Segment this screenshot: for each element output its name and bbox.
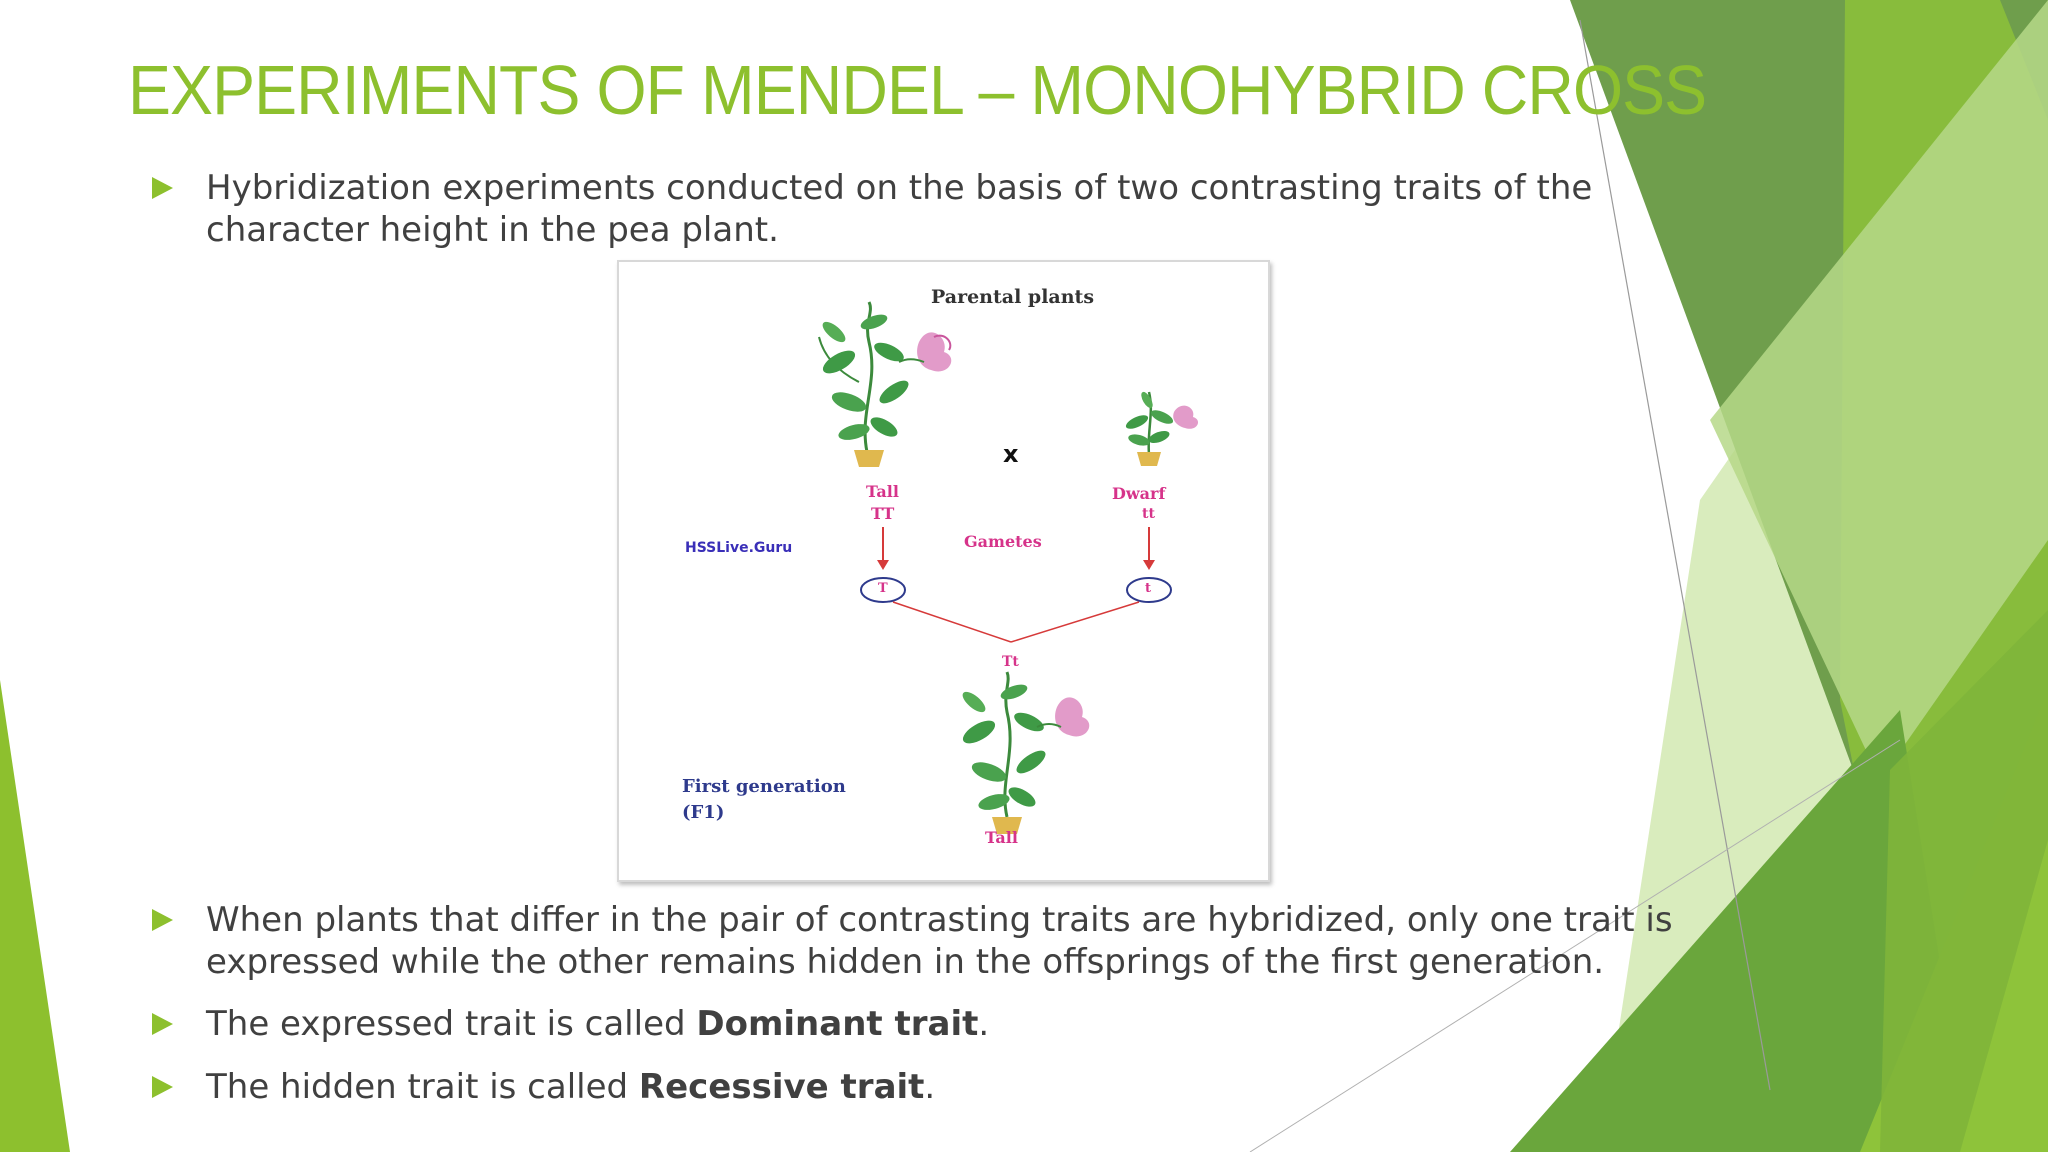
- bullet-text: [206, 899, 1673, 983]
- gametes-label: Gametes: [964, 532, 1042, 551]
- bullet-item: [152, 167, 1592, 251]
- bullet-text-prefix: The expressed trait is called: [206, 1004, 697, 1044]
- monohybrid-cross-diagram: [617, 260, 1270, 882]
- bullet-arrow-icon: [152, 177, 173, 199]
- bullet-text: [206, 167, 1592, 251]
- dwarf-genotype-label: tt: [1142, 506, 1155, 522]
- first-generation-label: First generation: [682, 776, 846, 797]
- bullet-item: [152, 1003, 989, 1045]
- offspring-label: Tall: [985, 828, 1018, 847]
- dominant-trait-term: Dominant trait: [696, 1004, 979, 1044]
- bullet-arrow-icon: [152, 1013, 173, 1035]
- bullet-line: character height in the pea plant.: [206, 210, 779, 250]
- tall-parent-label: Tall: [866, 482, 899, 501]
- bullet-arrow-icon: [152, 909, 173, 931]
- bullet-item: [152, 1066, 935, 1108]
- bullet-text: [206, 1066, 935, 1108]
- watermark-text: HSSLive.Guru: [685, 540, 793, 556]
- dwarf-parent-label: Dwarf: [1112, 484, 1166, 503]
- f1-label: (F1): [682, 802, 725, 823]
- tall-pea-plant-icon: [819, 302, 951, 467]
- tall-genotype-label: TT: [871, 504, 895, 523]
- offspring-genotype-label: Tt: [1002, 654, 1019, 670]
- bullet-line: When plants that differ in the pair of contrasting traits are hybridized, only one trait is: [206, 900, 1673, 940]
- bullet-line: Hybridization experiments conducted on the basis of two contrasting traits of the: [206, 168, 1593, 208]
- bullet-text: [206, 1003, 989, 1045]
- bullet-item: [152, 899, 1673, 983]
- bullet-line: expressed while the other remains hidden in the offsprings of the first generation.: [206, 942, 1605, 982]
- parental-plants-label: Parental plants: [931, 286, 1095, 308]
- bullet-text-suffix: .: [924, 1067, 936, 1107]
- dwarf-pea-plant-icon: [1124, 390, 1198, 466]
- gamete-dwarf-label: t: [1145, 581, 1152, 596]
- bullet-arrow-icon: [152, 1076, 173, 1098]
- f1-tall-pea-plant-icon: [959, 672, 1089, 834]
- bullet-text-suffix: .: [978, 1004, 990, 1044]
- recessive-trait-term: Recessive trait: [638, 1067, 925, 1107]
- slide-title: EXPERIMENTS OF MENDEL – MONOHYBRID CROSS: [128, 51, 1707, 129]
- cross-symbol: x: [1003, 440, 1019, 468]
- bullet-text-prefix: The hidden trait is called: [206, 1067, 639, 1107]
- gamete-tall-label: T: [878, 581, 888, 596]
